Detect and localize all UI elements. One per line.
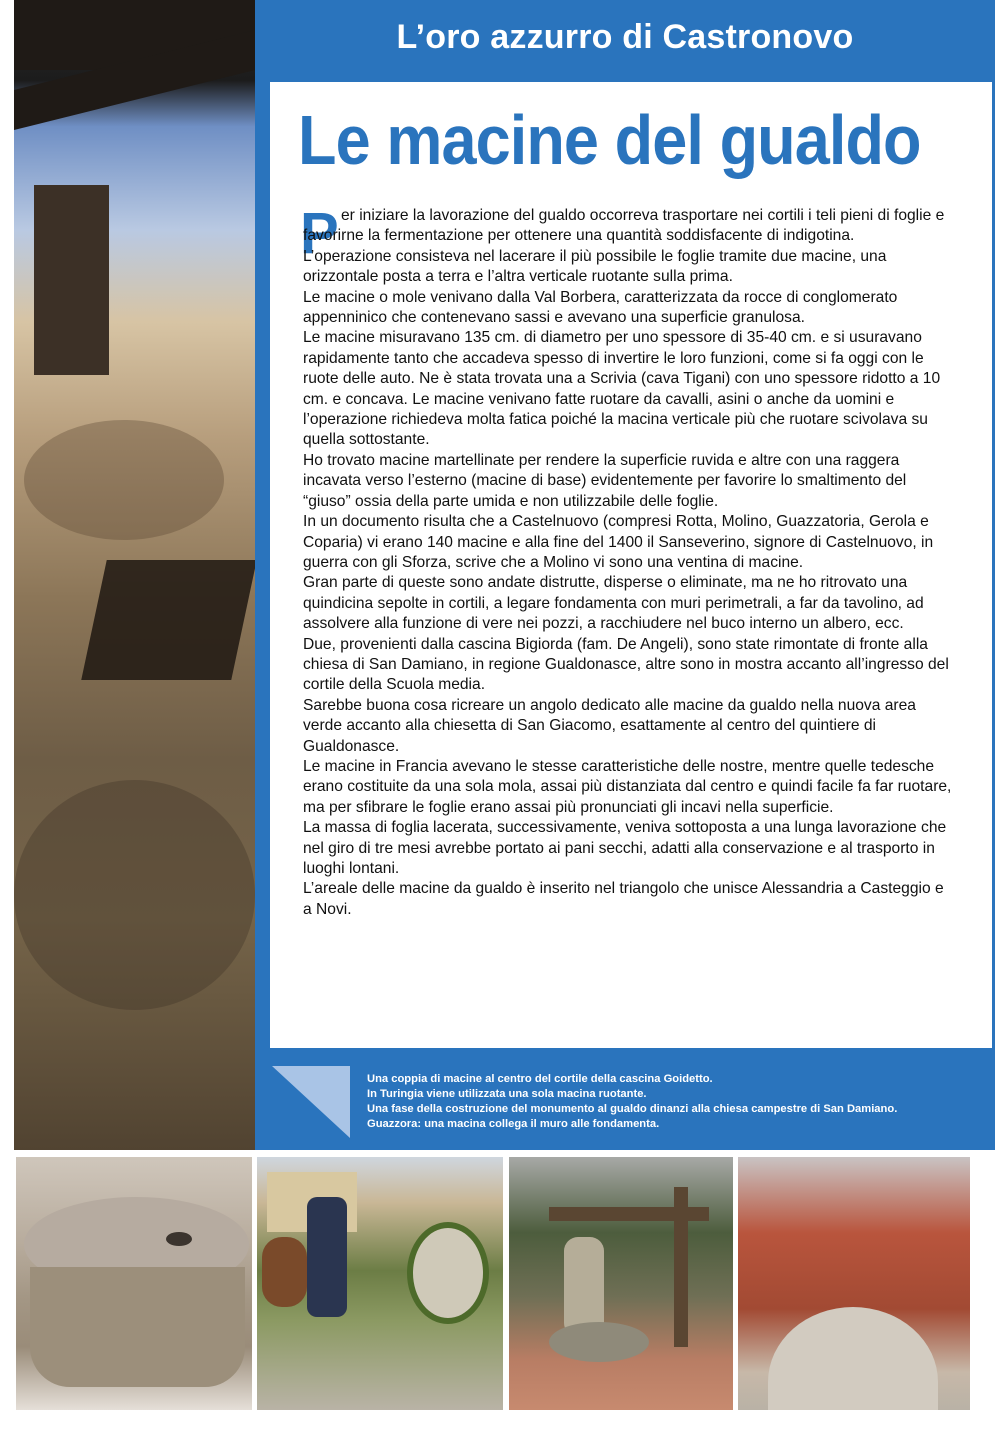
millstone-hole (166, 1232, 192, 1246)
page-title: Le macine del gualdo (298, 101, 921, 179)
caption-triangle-decoration (272, 1066, 350, 1138)
photo-captions (367, 1072, 987, 1132)
paragraph: L’areale delle macine da gualdo è inserito nel triangolo che unisce Alessandria a Casteggio e a Novi. (303, 880, 944, 918)
caption-line: In Turingia viene utilizzata una sola macina ruotante. (367, 1088, 647, 1100)
paragraph: Sarebbe buona cosa ricreare un angolo dedicato alle macine da gualdo nella nuova area verde accanto alla chiesetta di San Giacomo, esattamente al centro del quintiere di Gualdonasce. (303, 696, 916, 755)
photo-san-damiano-monument (507, 1155, 735, 1412)
millstone-closeup-photo (14, 0, 255, 1150)
millstone-base (30, 1267, 245, 1387)
paragraph: La massa di foglia lacerata, successivamente, veniva sottoposta a una lunga lavorazione che nel giro di tre mesi avrebbe portato ai pani secchi, adatti alla conservazione e al trasporto in luoghi lontani. (303, 819, 947, 877)
horse (262, 1237, 307, 1307)
paragraph: Le macine in Francia avevano le stesse caratteristiche delle nostre, mentre quelle tedesche erano costituite da una sola mola, assai più distanziata dal centro e quindi facile fa far ruotare, ma per sfibrare le foglie erano assai più pronunciati gli incavi nella superficie. (303, 757, 952, 816)
millstone-in-wall (768, 1307, 938, 1412)
paragraph: Le macine o mole venivano dalla Val Borbera, caratterizzata da rocce di conglomerato appenninico che contenevano sassi e avevano una superficie granulosa. (303, 288, 898, 327)
person (307, 1197, 347, 1317)
paragraph: er iniziare la lavorazione del gualdo occorreva trasportare nei cortili i teli pieni di foglie e favorirne la fermentazione per ottenere una quantità soddisfacente di indigotina. (303, 207, 945, 245)
caption-line: Guazzora: una macina collega il muro alle fondamenta. (367, 1118, 660, 1130)
paragraph: Le macine misuravano 135 cm. di diametro per uno spessore di 35-40 cm. e si usuravano rapidamente tanto che accadeva spesso di invertire le loro funzioni, come si fa oggi con le ruote delle auto. Ne è stata trovata una a Scrivia (cava Tigani) con uno spessore ridotto a 10 cm. e concava. Le macine venivano fatte ruotare da cavalli, asini o anche da uomini e l’operazione richiedeva molta fatica poiché la macina verticale più che ruotare scivolava su quella sottostante. (303, 329, 941, 449)
base-millstone (549, 1322, 649, 1362)
paragraph: Gran parte di queste sono andate distrutte, disperse o eliminate, ma ne ho ritrovato una quindicina sepolte in cortili, a legare fondamenta con muri perimetrali, a far da tavolino, ad assolvere alla funzione di vere nei pozzi, a racchiudere nel buco interno un albero, ecc. (303, 574, 924, 633)
wooden-frame (34, 185, 109, 375)
shadow (81, 560, 255, 680)
caption-line: Una fase della costruzione del monumento al gualdo dinanzi alla chiesa campestre di San Damiano. (367, 1103, 898, 1115)
drop-cap: P (300, 201, 339, 266)
paragraph: Ho trovato macine martellinate per rendere la superficie ruvida e altre con una raggera incavata verso l’esterno (macine di base) evidentemente per favorire lo smaltimento del “giuso” ossia della parte umida e non utilizzabile delle foglie. (303, 451, 907, 510)
photo-millstones-goidetto (14, 1155, 254, 1412)
photo-guazzora-wall (736, 1155, 972, 1412)
millstone-surface (14, 780, 255, 1010)
photo-thuringia-mill (255, 1155, 505, 1412)
wooden-post (674, 1187, 688, 1347)
paragraph: In un documento risulta che a Castelnuovo (compresi Rotta, Molino, Guazzatoria, Gerola e Coparia) vi erano 140 macine e alla fine del 1400 il Sanseverino, signore di Castelnuovo, in guerra con gli Sforza, scrive che a Molino vi sono una ventina di macine. (303, 513, 934, 571)
caption-line: Una coppia di macine al centro del cortile della cascina Goidetto. (367, 1073, 713, 1085)
article-body (303, 206, 953, 920)
paragraph: Due, provenienti dalla cascina Bigiorda (fam. De Angeli), sono state rimontate di fronte alla chiesa di San Damiano, in regione Gualdonasce, altre sono in mostra accanto all’ingresso del cortile della Scuola media. (303, 635, 949, 694)
series-title: L’oro azzurro di Castronovo (396, 18, 854, 56)
conglomerate-texture (24, 420, 224, 540)
rotating-millstone (407, 1222, 489, 1324)
paragraph: L’operazione consisteva nel lacerare il più possibile le foglie tramite due macine, una orizzontale posta a terra e l’altra verticale ruotante sulla prima. (303, 247, 887, 286)
